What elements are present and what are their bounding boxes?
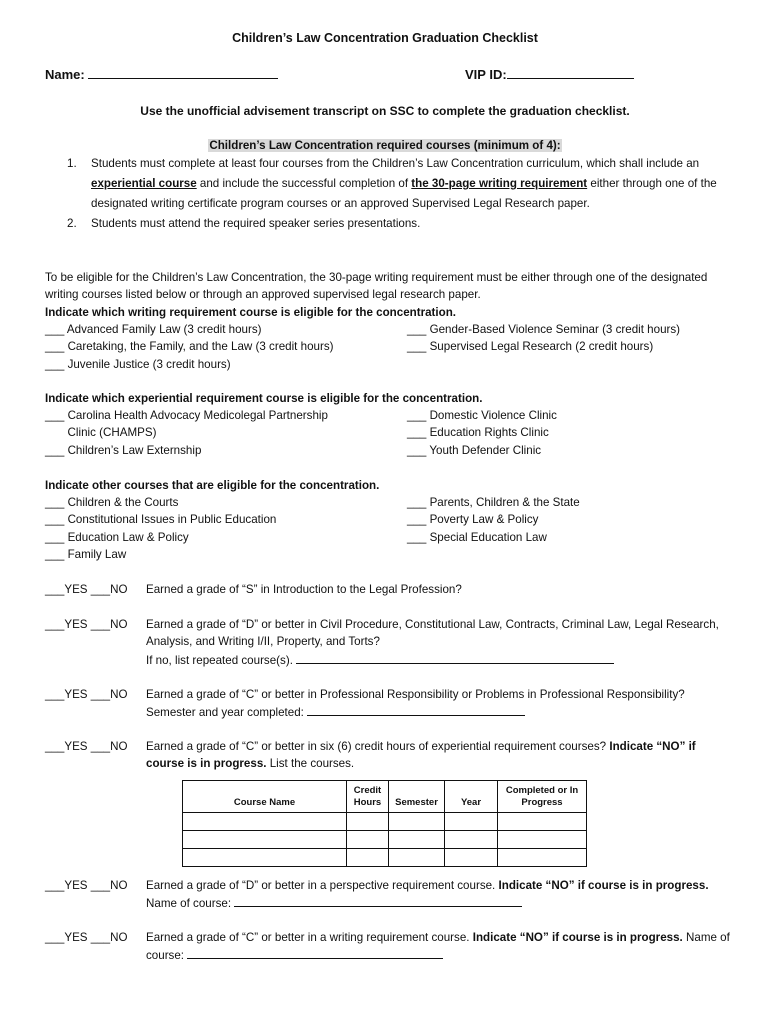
yes-no-choice[interactable]: ___YES ___NO bbox=[45, 618, 128, 631]
writing-course-option[interactable]: ___ Advanced Family Law (3 credit hours) bbox=[45, 323, 262, 336]
other-course-option[interactable]: ___ Children & the Courts bbox=[45, 496, 179, 509]
name-field[interactable] bbox=[88, 66, 278, 79]
other-course-option[interactable]: ___ Education Law & Policy bbox=[45, 530, 189, 544]
rule-item: 1. Students must complete at least four courses from the Children’s Law Concentration curriculum, which shall include an experiential course and include the successful completion of the 30-page writing requirement either through one of the designated writing certificate program courses or an approved Supervised Legal Research paper. bbox=[67, 157, 717, 210]
writing-course-option[interactable]: ___ Caretaking, the Family, and the Law (3 credit hours) bbox=[45, 340, 334, 354]
experiential-course-link: experiential course bbox=[91, 177, 197, 190]
experiential-course-option-cont: Clinic (CHAMPS) bbox=[45, 426, 157, 440]
repeated-courses-field[interactable] bbox=[296, 651, 614, 664]
writing-heading: Indicate which writing requirement course is eligible for the concentration. bbox=[45, 306, 457, 319]
name-label: Name: bbox=[45, 67, 85, 82]
col-semester: Semester bbox=[389, 781, 445, 813]
table-row[interactable] bbox=[183, 849, 587, 867]
experiential-course-option[interactable]: ___ Carolina Health Advocacy Medicolegal Partnership bbox=[45, 409, 328, 422]
perspective-course-field[interactable] bbox=[234, 894, 522, 907]
yes-no-choice[interactable]: ___YES ___NO bbox=[45, 879, 128, 892]
vip-field[interactable] bbox=[507, 66, 634, 79]
writing-course-option[interactable]: ___ Supervised Legal Research (2 credit hours) bbox=[407, 340, 654, 354]
semester-year-field[interactable] bbox=[307, 703, 525, 716]
table-row[interactable] bbox=[183, 813, 587, 831]
yes-no-choice[interactable]: ___YES ___NO bbox=[45, 740, 128, 753]
col-year: Year bbox=[445, 781, 498, 813]
col-completed: Completed or In Progress bbox=[498, 781, 587, 813]
other-course-option[interactable]: ___ Family Law bbox=[45, 547, 127, 561]
eligibility-text: To be eligible for the Children’s Law Concentration, the 30-page writing requirement must be either through one of the designated writing courses listed below or through an approved supervised legal research paper. bbox=[45, 271, 708, 302]
required-heading: Children’s Law Concentration required courses (minimum of 4): bbox=[209, 139, 561, 152]
other-heading: Indicate other courses that are eligible for the concentration. bbox=[45, 479, 380, 492]
experiential-course-option[interactable]: ___ Youth Defender Clinic bbox=[407, 443, 542, 457]
other-course-option[interactable]: ___ Poverty Law & Policy bbox=[407, 513, 539, 527]
col-course-name: Course Name bbox=[183, 781, 347, 813]
writing-course-field[interactable] bbox=[187, 946, 443, 959]
writing-course-option[interactable]: ___ Juvenile Justice (3 credit hours) bbox=[45, 357, 231, 371]
col-credit-hours: Credit Hours bbox=[347, 781, 389, 813]
vip-label: VIP ID: bbox=[465, 67, 507, 82]
yes-no-choice[interactable]: ___YES ___NO bbox=[45, 688, 128, 701]
yes-no-choice[interactable]: ___YES ___NO bbox=[45, 931, 128, 944]
rule-item: 2. Students must attend the required speaker series presentations. bbox=[67, 217, 421, 230]
experiential-courses-table bbox=[182, 780, 587, 867]
checklist-page: Children’s Law Concentration Graduation Checklist Name: VIP ID: Use the unofficial advisement transcript on SSC to complete the graduation checklist. Children’s Law Concentration required courses (minimum of 4): 1. Students must complete at least four courses from the Children’s Law Concentration curriculum, which shall include an experiential course and include the successful completion of the 30-page writing requirement either through one of the designated writing certificate program courses or an approved Supervised Legal Research paper. 2. Students must attend the required speaker series presentations. To be eligible for the Children’s Law Concentration, the 30-page writing requirement must be either through one of the designated writing courses listed below or through an approved supervised legal research paper. Indicate which writing requirement course is eligible for the concentration. ___ Advanced Family Law (3 credit hours) ___ Caretaking, the Family, and the Law (3 credit hours) ___ Juvenile Justice (3 credit hours) ___ Gender-Based Violence Seminar (3 credit hours) ___ Supervised Legal Research (2 credit hours) Indicate which experiential requirement course is eligible for the concentration. ___ Carolina Health Advocacy Medicolegal Partnership Clinic (CHAMPS) ___ Children’s Law Externship ___ Domestic Violence Clinic ___ Education Rights Clinic ___ Youth Defender Clinic Indicate other courses that are eligible for the concentration. ___ Children & the Courts ___ Constitutional Issues in Public Education ___ Education Law & Policy ___ Family Law ___ Parents, Children & the State ___ Poverty Law & Policy ___ Special Education Law ___YES ___NO Earned a grade of “S” in Introduction to the Legal Profession? ___YES ___NO Earned a grade of “D” or better in Civil Procedure, Constitutional Law, Contracts, Criminal Law, Legal Research, Analysis, and Writing I/II, Property, and Torts? If no, list repeated course(s). ___YES ___NO Earned a grade of “C” or better in Professional Responsibility or Problems in Professional Responsibility? Semester and year completed: ___YES ___NO Earned a grade of “C” or better in six (6) credit hours of experiential requirement courses? Indicate “NO” if course is in progress. List the courses. Course Name Credit Hours Semester Year Completed or In Progress ___YES ___NO Earned a grade of “D” or better in a perspective requirement course. Indicate “NO” if course is in progress. Name of course: ___YES ___NO Earned a grade of “C” or better in a writing requirement course. Indicate “NO” if course is in progress. Name of course: bbox=[0, 0, 770, 1024]
experiential-course-option[interactable]: ___ Children’s Law Externship bbox=[45, 443, 202, 457]
instructions: Use the unofficial advisement transcript on SSC to complete the graduation checklist. bbox=[140, 104, 630, 118]
other-course-option[interactable]: ___ Constitutional Issues in Public Education bbox=[45, 513, 277, 527]
experiential-heading: Indicate which experiential requirement course is eligible for the concentration. bbox=[45, 392, 483, 405]
writing-requirement-link: the 30-page writing requirement bbox=[411, 177, 588, 190]
rules-list bbox=[45, 154, 725, 234]
writing-course-option[interactable]: ___ Gender-Based Violence Seminar (3 credit hours) bbox=[407, 323, 681, 336]
experiential-course-option[interactable]: ___ Domestic Violence Clinic bbox=[407, 409, 557, 422]
yes-no-choice[interactable]: ___YES ___NO bbox=[45, 583, 128, 596]
name-row bbox=[45, 66, 635, 83]
experiential-course-option[interactable]: ___ Education Rights Clinic bbox=[407, 426, 549, 440]
other-course-option[interactable]: ___ Special Education Law bbox=[407, 530, 547, 544]
table-row[interactable] bbox=[183, 831, 587, 849]
page-title: Children’s Law Concentration Graduation Checklist bbox=[232, 31, 538, 45]
other-course-option[interactable]: ___ Parents, Children & the State bbox=[407, 496, 580, 509]
